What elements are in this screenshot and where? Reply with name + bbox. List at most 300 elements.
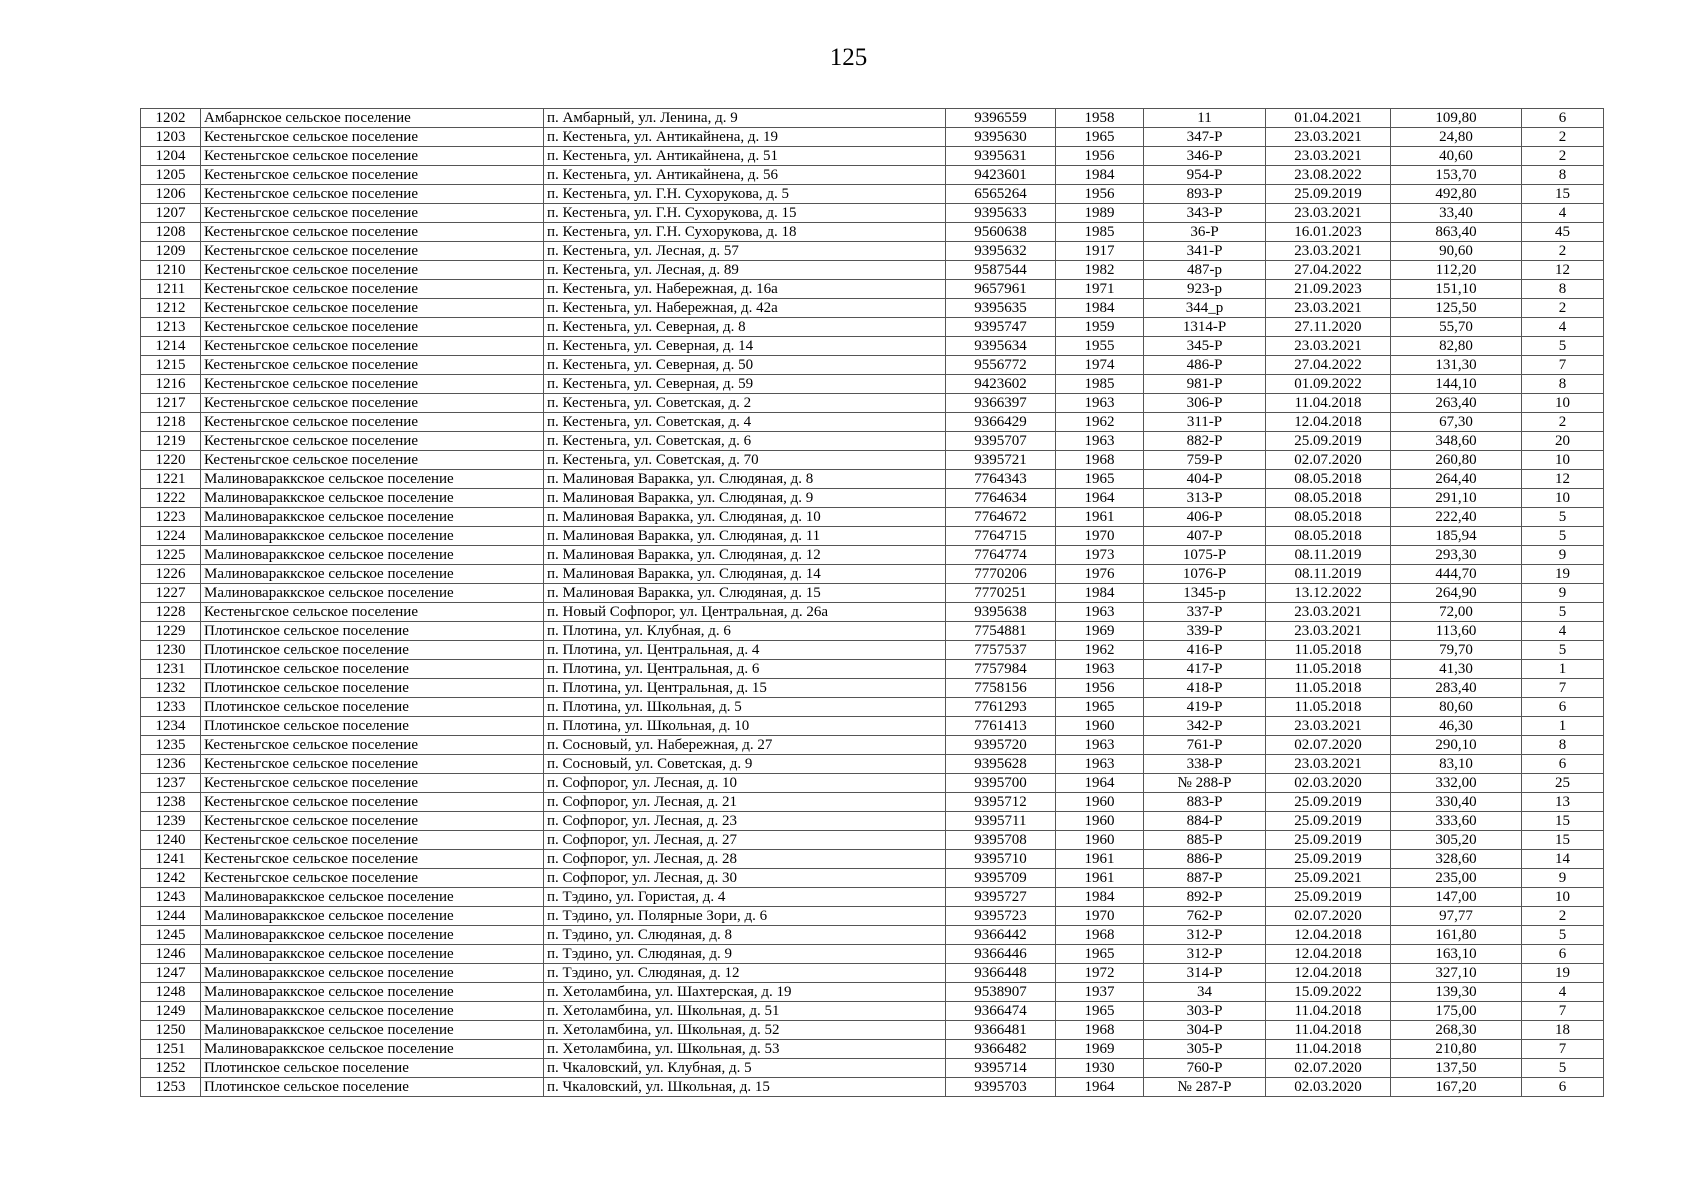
row-number-cell: 1205 — [141, 166, 201, 185]
table-row — [141, 736, 1604, 755]
table-row — [141, 109, 1604, 128]
document-number-cell: 312-Р — [1144, 945, 1266, 964]
object-code-cell: 6565264 — [946, 185, 1056, 204]
object-code-cell: 9423601 — [946, 166, 1056, 185]
resident-count-cell: 6 — [1522, 945, 1604, 964]
row-number-cell: 1224 — [141, 527, 201, 546]
resident-count-cell: 5 — [1522, 508, 1604, 527]
table-row — [141, 755, 1604, 774]
table-row — [141, 717, 1604, 736]
document-date-cell: 25.09.2019 — [1266, 793, 1391, 812]
resident-count-cell: 9 — [1522, 869, 1604, 888]
address-cell: п. Софпорог, ул. Лесная, д. 23 — [544, 812, 946, 831]
address-cell: п. Хетоламбина, ул. Школьная, д. 52 — [544, 1021, 946, 1040]
address-cell: п. Чкаловский, ул. Школьная, д. 15 — [544, 1078, 946, 1097]
document-date-cell: 11.05.2018 — [1266, 679, 1391, 698]
address-cell: п. Кестеньга, ул. Набережная, д. 16а — [544, 280, 946, 299]
row-number-cell: 1219 — [141, 432, 201, 451]
registry-table — [140, 108, 1604, 1097]
area-cell: 210,80 — [1391, 1040, 1522, 1059]
document-number-cell: 883-Р — [1144, 793, 1266, 812]
row-number-cell: 1242 — [141, 869, 201, 888]
area-cell: 305,20 — [1391, 831, 1522, 850]
row-number-cell: 1230 — [141, 641, 201, 660]
document-number-cell: 345-Р — [1144, 337, 1266, 356]
document-date-cell: 11.05.2018 — [1266, 698, 1391, 717]
document-number-cell: 419-Р — [1144, 698, 1266, 717]
area-cell: 112,20 — [1391, 261, 1522, 280]
build-year-cell: 1965 — [1056, 945, 1144, 964]
build-year-cell: 1968 — [1056, 451, 1144, 470]
resident-count-cell: 7 — [1522, 1040, 1604, 1059]
object-code-cell: 9366482 — [946, 1040, 1056, 1059]
area-cell: 328,60 — [1391, 850, 1522, 869]
build-year-cell: 1984 — [1056, 584, 1144, 603]
table-row — [141, 546, 1604, 565]
row-number-cell: 1211 — [141, 280, 201, 299]
row-number-cell: 1244 — [141, 907, 201, 926]
address-cell: п. Кестеньга, ул. Г.Н. Сухорукова, д. 18 — [544, 223, 946, 242]
address-cell: п. Кестеньга, ул. Советская, д. 6 — [544, 432, 946, 451]
resident-count-cell: 10 — [1522, 489, 1604, 508]
table-row — [141, 1040, 1604, 1059]
area-cell: 291,10 — [1391, 489, 1522, 508]
address-cell: п. Малиновая Варакка, ул. Слюдяная, д. 12 — [544, 546, 946, 565]
settlement-name-cell: Кестеньгское сельское поселение — [201, 356, 544, 375]
resident-count-cell: 8 — [1522, 375, 1604, 394]
document-date-cell: 01.09.2022 — [1266, 375, 1391, 394]
settlement-name-cell: Кестеньгское сельское поселение — [201, 755, 544, 774]
build-year-cell: 1984 — [1056, 299, 1144, 318]
build-year-cell: 1960 — [1056, 717, 1144, 736]
document-date-cell: 02.03.2020 — [1266, 774, 1391, 793]
row-number-cell: 1208 — [141, 223, 201, 242]
address-cell: п. Сосновый, ул. Советская, д. 9 — [544, 755, 946, 774]
resident-count-cell: 1 — [1522, 717, 1604, 736]
document-number-cell: 341-Р — [1144, 242, 1266, 261]
area-cell: 147,00 — [1391, 888, 1522, 907]
address-cell: п. Кестеньга, ул. Лесная, д. 89 — [544, 261, 946, 280]
row-number-cell: 1206 — [141, 185, 201, 204]
build-year-cell: 1970 — [1056, 527, 1144, 546]
document-date-cell: 11.05.2018 — [1266, 660, 1391, 679]
document-number-cell: 313-Р — [1144, 489, 1266, 508]
settlement-name-cell: Плотинское сельское поселение — [201, 1078, 544, 1097]
table-row — [141, 261, 1604, 280]
document-date-cell: 23.03.2021 — [1266, 755, 1391, 774]
object-code-cell: 9560638 — [946, 223, 1056, 242]
object-code-cell: 9395635 — [946, 299, 1056, 318]
address-cell: п. Малиновая Варакка, ул. Слюдяная, д. 8 — [544, 470, 946, 489]
object-code-cell: 9395727 — [946, 888, 1056, 907]
document-number-cell: 1076-Р — [1144, 565, 1266, 584]
settlement-name-cell: Малиновараккское сельское поселение — [201, 1002, 544, 1021]
build-year-cell: 1958 — [1056, 109, 1144, 128]
resident-count-cell: 8 — [1522, 736, 1604, 755]
resident-count-cell: 5 — [1522, 337, 1604, 356]
settlement-name-cell: Плотинское сельское поселение — [201, 698, 544, 717]
document-number-cell: 416-Р — [1144, 641, 1266, 660]
address-cell: п. Тэдино, ул. Гористая, д. 4 — [544, 888, 946, 907]
table-row — [141, 983, 1604, 1002]
address-cell: п. Кестеньга, ул. Антикайнена, д. 51 — [544, 147, 946, 166]
address-cell: п. Софпорог, ул. Лесная, д. 27 — [544, 831, 946, 850]
row-number-cell: 1231 — [141, 660, 201, 679]
object-code-cell: 9395634 — [946, 337, 1056, 356]
build-year-cell: 1956 — [1056, 147, 1144, 166]
resident-count-cell: 18 — [1522, 1021, 1604, 1040]
row-number-cell: 1212 — [141, 299, 201, 318]
area-cell: 113,60 — [1391, 622, 1522, 641]
resident-count-cell: 4 — [1522, 983, 1604, 1002]
settlement-name-cell: Плотинское сельское поселение — [201, 679, 544, 698]
settlement-name-cell: Малиновараккское сельское поселение — [201, 527, 544, 546]
resident-count-cell: 7 — [1522, 679, 1604, 698]
area-cell: 293,30 — [1391, 546, 1522, 565]
area-cell: 83,10 — [1391, 755, 1522, 774]
resident-count-cell: 7 — [1522, 356, 1604, 375]
settlement-name-cell: Кестеньгское сельское поселение — [201, 831, 544, 850]
object-code-cell: 7764715 — [946, 527, 1056, 546]
table-row — [141, 660, 1604, 679]
row-number-cell: 1215 — [141, 356, 201, 375]
resident-count-cell: 6 — [1522, 698, 1604, 717]
table-row — [141, 793, 1604, 812]
resident-count-cell: 2 — [1522, 128, 1604, 147]
address-cell: п. Кестеньга, ул. Советская, д. 70 — [544, 451, 946, 470]
table-row — [141, 242, 1604, 261]
object-code-cell: 9395721 — [946, 451, 1056, 470]
object-code-cell: 9396559 — [946, 109, 1056, 128]
settlement-name-cell: Кестеньгское сельское поселение — [201, 869, 544, 888]
row-number-cell: 1234 — [141, 717, 201, 736]
build-year-cell: 1970 — [1056, 907, 1144, 926]
settlement-name-cell: Кестеньгское сельское поселение — [201, 394, 544, 413]
settlement-name-cell: Кестеньгское сельское поселение — [201, 375, 544, 394]
object-code-cell: 9395723 — [946, 907, 1056, 926]
object-code-cell: 9395700 — [946, 774, 1056, 793]
build-year-cell: 1917 — [1056, 242, 1144, 261]
row-number-cell: 1217 — [141, 394, 201, 413]
document-date-cell: 27.11.2020 — [1266, 318, 1391, 337]
area-cell: 67,30 — [1391, 413, 1522, 432]
build-year-cell: 1989 — [1056, 204, 1144, 223]
document-date-cell: 12.04.2018 — [1266, 413, 1391, 432]
table-row — [141, 527, 1604, 546]
row-number-cell: 1239 — [141, 812, 201, 831]
document-date-cell: 23.08.2022 — [1266, 166, 1391, 185]
table-row — [141, 299, 1604, 318]
resident-count-cell: 45 — [1522, 223, 1604, 242]
resident-count-cell: 5 — [1522, 1059, 1604, 1078]
object-code-cell: 9395710 — [946, 850, 1056, 869]
address-cell: п. Хетоламбина, ул. Шахтерская, д. 19 — [544, 983, 946, 1002]
table-row — [141, 166, 1604, 185]
row-number-cell: 1227 — [141, 584, 201, 603]
settlement-name-cell: Кестеньгское сельское поселение — [201, 128, 544, 147]
build-year-cell: 1965 — [1056, 128, 1144, 147]
table-row — [141, 774, 1604, 793]
table-row — [141, 565, 1604, 584]
document-number-cell: № 288-Р — [1144, 774, 1266, 793]
document-number-cell: 417-Р — [1144, 660, 1266, 679]
object-code-cell: 7770251 — [946, 584, 1056, 603]
settlement-name-cell: Кестеньгское сельское поселение — [201, 185, 544, 204]
build-year-cell: 1930 — [1056, 1059, 1144, 1078]
build-year-cell: 1956 — [1056, 679, 1144, 698]
table-row — [141, 128, 1604, 147]
resident-count-cell: 19 — [1522, 964, 1604, 983]
settlement-name-cell: Кестеньгское сельское поселение — [201, 318, 544, 337]
object-code-cell: 9366474 — [946, 1002, 1056, 1021]
object-code-cell: 9657961 — [946, 280, 1056, 299]
document-date-cell: 11.04.2018 — [1266, 1002, 1391, 1021]
build-year-cell: 1973 — [1056, 546, 1144, 565]
address-cell: п. Кестеньга, ул. Советская, д. 4 — [544, 413, 946, 432]
row-number-cell: 1216 — [141, 375, 201, 394]
settlement-name-cell: Кестеньгское сельское поселение — [201, 603, 544, 622]
object-code-cell: 9366481 — [946, 1021, 1056, 1040]
document-number-cell: 486-Р — [1144, 356, 1266, 375]
row-number-cell: 1252 — [141, 1059, 201, 1078]
area-cell: 863,40 — [1391, 223, 1522, 242]
settlement-name-cell: Малиновараккское сельское поселение — [201, 1040, 544, 1059]
build-year-cell: 1963 — [1056, 394, 1144, 413]
object-code-cell: 9395628 — [946, 755, 1056, 774]
build-year-cell: 1956 — [1056, 185, 1144, 204]
area-cell: 24,80 — [1391, 128, 1522, 147]
build-year-cell: 1974 — [1056, 356, 1144, 375]
document-number-cell: 311-Р — [1144, 413, 1266, 432]
address-cell: п. Кестеньга, ул. Северная, д. 50 — [544, 356, 946, 375]
document-date-cell: 08.05.2018 — [1266, 508, 1391, 527]
build-year-cell: 1964 — [1056, 774, 1144, 793]
area-cell: 327,10 — [1391, 964, 1522, 983]
build-year-cell: 1969 — [1056, 622, 1144, 641]
resident-count-cell: 5 — [1522, 926, 1604, 945]
table-row — [141, 489, 1604, 508]
table-row — [141, 812, 1604, 831]
object-code-cell: 7757537 — [946, 641, 1056, 660]
object-code-cell: 9395632 — [946, 242, 1056, 261]
address-cell: п. Кестеньга, ул. Г.Н. Сухорукова, д. 5 — [544, 185, 946, 204]
document-date-cell: 25.09.2021 — [1266, 869, 1391, 888]
resident-count-cell: 2 — [1522, 147, 1604, 166]
build-year-cell: 1937 — [1056, 983, 1144, 1002]
document-date-cell: 08.11.2019 — [1266, 565, 1391, 584]
area-cell: 33,40 — [1391, 204, 1522, 223]
area-cell: 330,40 — [1391, 793, 1522, 812]
area-cell: 125,50 — [1391, 299, 1522, 318]
table-row — [141, 926, 1604, 945]
address-cell: п. Новый Софпорог, ул. Центральная, д. 26а — [544, 603, 946, 622]
object-code-cell: 7757984 — [946, 660, 1056, 679]
table-row — [141, 869, 1604, 888]
row-number-cell: 1225 — [141, 546, 201, 565]
area-cell: 80,60 — [1391, 698, 1522, 717]
table-row — [141, 945, 1604, 964]
settlement-name-cell: Кестеньгское сельское поселение — [201, 337, 544, 356]
document-date-cell: 11.04.2018 — [1266, 1021, 1391, 1040]
area-cell: 144,10 — [1391, 375, 1522, 394]
object-code-cell: 7764343 — [946, 470, 1056, 489]
address-cell: п. Малиновая Варакка, ул. Слюдяная, д. 14 — [544, 565, 946, 584]
resident-count-cell: 12 — [1522, 261, 1604, 280]
build-year-cell: 1960 — [1056, 831, 1144, 850]
address-cell: п. Софпорог, ул. Лесная, д. 10 — [544, 774, 946, 793]
object-code-cell: 7764634 — [946, 489, 1056, 508]
table-row — [141, 147, 1604, 166]
document-number-cell: 884-Р — [1144, 812, 1266, 831]
table-row — [141, 641, 1604, 660]
build-year-cell: 1963 — [1056, 660, 1144, 679]
document-number-cell: 314-Р — [1144, 964, 1266, 983]
settlement-name-cell: Кестеньгское сельское поселение — [201, 736, 544, 755]
document-date-cell: 21.09.2023 — [1266, 280, 1391, 299]
settlement-name-cell: Кестеньгское сельское поселение — [201, 850, 544, 869]
table-row — [141, 1078, 1604, 1097]
object-code-cell: 9395707 — [946, 432, 1056, 451]
row-number-cell: 1218 — [141, 413, 201, 432]
object-code-cell: 9395747 — [946, 318, 1056, 337]
document-number-cell: 346-Р — [1144, 147, 1266, 166]
resident-count-cell: 8 — [1522, 280, 1604, 299]
settlement-name-cell: Малиновараккское сельское поселение — [201, 546, 544, 565]
settlement-name-cell: Малиновараккское сельское поселение — [201, 565, 544, 584]
object-code-cell: 9366448 — [946, 964, 1056, 983]
table-row — [141, 1002, 1604, 1021]
document-number-cell: 406-Р — [1144, 508, 1266, 527]
settlement-name-cell: Кестеньгское сельское поселение — [201, 166, 544, 185]
table-row — [141, 375, 1604, 394]
table-row — [141, 584, 1604, 603]
document-number-cell: 954-Р — [1144, 166, 1266, 185]
document-number-cell: 487-р — [1144, 261, 1266, 280]
build-year-cell: 1976 — [1056, 565, 1144, 584]
document-date-cell: 15.09.2022 — [1266, 983, 1391, 1002]
table-row — [141, 1059, 1604, 1078]
table-row — [141, 679, 1604, 698]
document-number-cell: 885-Р — [1144, 831, 1266, 850]
document-number-cell: 893-Р — [1144, 185, 1266, 204]
row-number-cell: 1245 — [141, 926, 201, 945]
settlement-name-cell: Кестеньгское сельское поселение — [201, 413, 544, 432]
row-number-cell: 1209 — [141, 242, 201, 261]
address-cell: п. Плотина, ул. Центральная, д. 6 — [544, 660, 946, 679]
resident-count-cell: 2 — [1522, 907, 1604, 926]
build-year-cell: 1984 — [1056, 888, 1144, 907]
object-code-cell: 7761413 — [946, 717, 1056, 736]
document-date-cell: 23.03.2021 — [1266, 337, 1391, 356]
area-cell: 175,00 — [1391, 1002, 1522, 1021]
resident-count-cell: 12 — [1522, 470, 1604, 489]
row-number-cell: 1235 — [141, 736, 201, 755]
document-number-cell: 306-Р — [1144, 394, 1266, 413]
resident-count-cell: 8 — [1522, 166, 1604, 185]
settlement-name-cell: Малиновараккское сельское поселение — [201, 1021, 544, 1040]
document-number-cell: 762-Р — [1144, 907, 1266, 926]
row-number-cell: 1229 — [141, 622, 201, 641]
area-cell: 167,20 — [1391, 1078, 1522, 1097]
resident-count-cell: 1 — [1522, 660, 1604, 679]
document-date-cell: 11.04.2018 — [1266, 1040, 1391, 1059]
document-number-cell: 1075-Р — [1144, 546, 1266, 565]
row-number-cell: 1233 — [141, 698, 201, 717]
resident-count-cell: 6 — [1522, 1078, 1604, 1097]
document-number-cell: 418-Р — [1144, 679, 1266, 698]
table-row — [141, 394, 1604, 413]
resident-count-cell: 15 — [1522, 812, 1604, 831]
area-cell: 332,00 — [1391, 774, 1522, 793]
row-number-cell: 1210 — [141, 261, 201, 280]
row-number-cell: 1226 — [141, 565, 201, 584]
area-cell: 444,70 — [1391, 565, 1522, 584]
settlement-name-cell: Малиновараккское сельское поселение — [201, 489, 544, 508]
table-row — [141, 204, 1604, 223]
object-code-cell: 7764774 — [946, 546, 1056, 565]
document-date-cell: 23.03.2021 — [1266, 242, 1391, 261]
address-cell: п. Сосновый, ул. Набережная, д. 27 — [544, 736, 946, 755]
document-date-cell: 27.04.2022 — [1266, 261, 1391, 280]
resident-count-cell: 19 — [1522, 565, 1604, 584]
area-cell: 41,30 — [1391, 660, 1522, 679]
area-cell: 161,80 — [1391, 926, 1522, 945]
table-row — [141, 622, 1604, 641]
build-year-cell: 1984 — [1056, 166, 1144, 185]
row-number-cell: 1202 — [141, 109, 201, 128]
document-date-cell: 11.05.2018 — [1266, 641, 1391, 660]
address-cell: п. Кестеньга, ул. Северная, д. 14 — [544, 337, 946, 356]
object-code-cell: 7770206 — [946, 565, 1056, 584]
document-date-cell: 23.03.2021 — [1266, 603, 1391, 622]
address-cell: п. Тэдино, ул. Слюдяная, д. 9 — [544, 945, 946, 964]
build-year-cell: 1961 — [1056, 508, 1144, 527]
address-cell: п. Хетоламбина, ул. Школьная, д. 51 — [544, 1002, 946, 1021]
settlement-name-cell: Плотинское сельское поселение — [201, 717, 544, 736]
document-number-cell: 305-Р — [1144, 1040, 1266, 1059]
area-cell: 185,94 — [1391, 527, 1522, 546]
object-code-cell: 9366446 — [946, 945, 1056, 964]
settlement-name-cell: Кестеньгское сельское поселение — [201, 299, 544, 318]
object-code-cell: 9395720 — [946, 736, 1056, 755]
document-date-cell: 27.04.2022 — [1266, 356, 1391, 375]
object-code-cell: 9366429 — [946, 413, 1056, 432]
object-code-cell: 9587544 — [946, 261, 1056, 280]
address-cell: п. Малиновая Варакка, ул. Слюдяная, д. 15 — [544, 584, 946, 603]
document-date-cell: 08.05.2018 — [1266, 470, 1391, 489]
table-row — [141, 356, 1604, 375]
address-cell: п. Кестеньга, ул. Г.Н. Сухорукова, д. 15 — [544, 204, 946, 223]
table-row — [141, 888, 1604, 907]
settlement-name-cell: Плотинское сельское поселение — [201, 660, 544, 679]
object-code-cell: 9395638 — [946, 603, 1056, 622]
resident-count-cell: 4 — [1522, 622, 1604, 641]
row-number-cell: 1243 — [141, 888, 201, 907]
build-year-cell: 1961 — [1056, 850, 1144, 869]
document-date-cell: 25.09.2019 — [1266, 185, 1391, 204]
resident-count-cell: 13 — [1522, 793, 1604, 812]
settlement-name-cell: Малиновараккское сельское поселение — [201, 983, 544, 1002]
document-number-cell: 312-Р — [1144, 926, 1266, 945]
resident-count-cell: 25 — [1522, 774, 1604, 793]
document-number-cell: 886-Р — [1144, 850, 1266, 869]
document-date-cell: 25.09.2019 — [1266, 850, 1391, 869]
area-cell: 264,90 — [1391, 584, 1522, 603]
document-date-cell: 13.12.2022 — [1266, 584, 1391, 603]
area-cell: 492,80 — [1391, 185, 1522, 204]
object-code-cell: 7761293 — [946, 698, 1056, 717]
page-number: 125 — [829, 44, 868, 71]
